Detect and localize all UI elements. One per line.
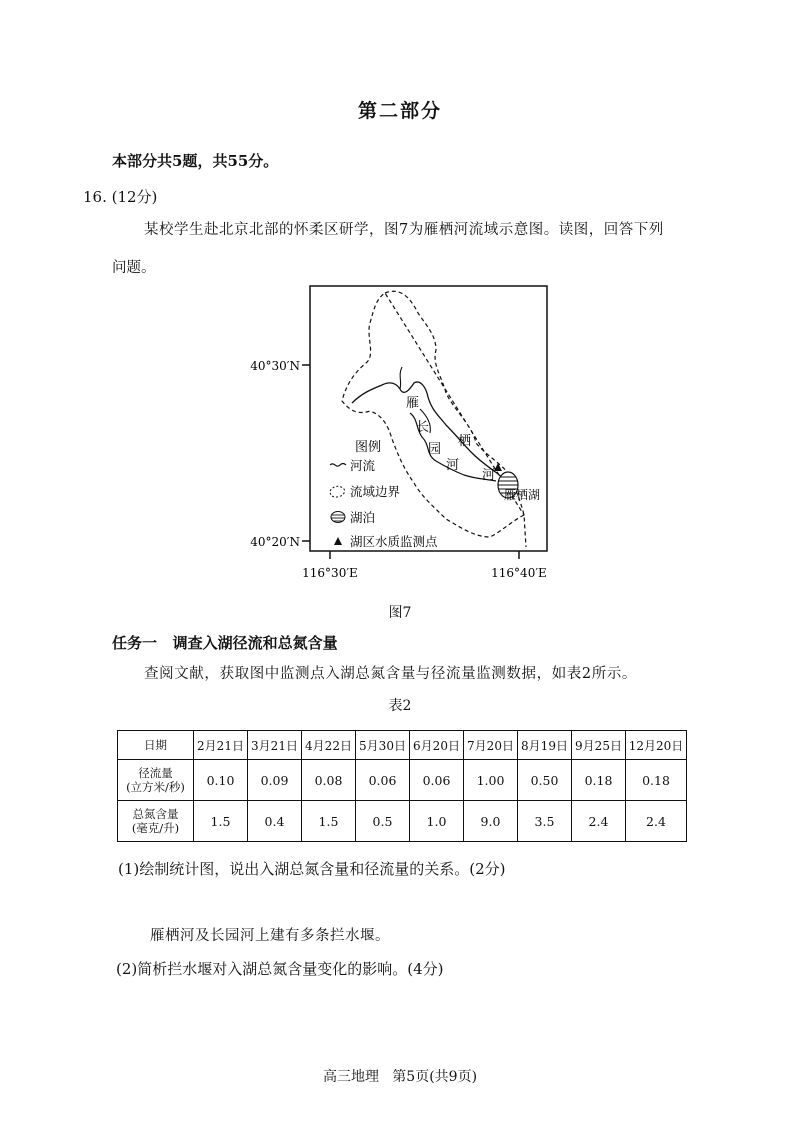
watershed-boundary <box>342 291 526 547</box>
table-row-runoff <box>118 760 687 801</box>
part-intro: 本部分共5题，共55分。 <box>112 152 279 170</box>
lat-label-top: 40°30′N <box>250 359 300 373</box>
date-cell: 8月19日 <box>518 731 572 760</box>
lake-label: 雁栖湖 <box>504 488 541 502</box>
question-text-line1: 某校学生赴北京北部的怀柔区研学，图7为雁栖河流域示意图。读图，回答下列 <box>144 222 664 238</box>
runoff-label-cell <box>118 760 194 801</box>
question-part-2: (2)简析拦水堰对入湖总氮含量变化的影响。(4分) <box>116 960 444 978</box>
question-number: 16. (12分) <box>83 188 158 206</box>
map-frame <box>310 286 547 551</box>
map-svg <box>250 285 570 585</box>
date-cell: 4月22日 <box>302 731 356 760</box>
legend-boundary-icon <box>330 486 345 497</box>
river-label-char2: 栖 <box>458 434 472 449</box>
date-cell: 7月20日 <box>464 731 518 760</box>
nitrogen-label-line1: 总氮含量 <box>132 807 179 821</box>
river-headwater <box>400 367 402 389</box>
lat-label-bottom: 40°20′N <box>250 535 300 549</box>
nitrogen-label-cell <box>118 801 194 842</box>
nitrogen-value: 0.5 <box>356 801 410 842</box>
runoff-value: 0.06 <box>410 760 464 801</box>
nitrogen-value: 2.4 <box>572 801 626 842</box>
runoff-value: 0.06 <box>356 760 410 801</box>
task-heading: 任务一 调查入湖径流和总氮含量 <box>112 634 338 652</box>
date-cell: 3月21日 <box>248 731 302 760</box>
tributary-label-char2: 园 <box>428 442 442 457</box>
nitrogen-value: 2.4 <box>626 801 687 842</box>
runoff-label-line1: 径流量 <box>138 766 173 780</box>
nitrogen-value: 1.5 <box>194 801 248 842</box>
nitrogen-value: 1.0 <box>410 801 464 842</box>
runoff-label-line2: (立方米/秒) <box>126 780 185 794</box>
runoff-value: 0.18 <box>572 760 626 801</box>
date-cell: 9月25日 <box>572 731 626 760</box>
lon-label-right: 116°40′E <box>491 566 547 580</box>
table-row-nitrogen <box>118 801 687 842</box>
date-cell: 12月20日 <box>626 731 687 760</box>
legend-monitoring-icon <box>334 537 342 545</box>
legend-item-lake: 湖泊 <box>350 510 376 525</box>
page-footer: 高三地理 第5页(共9页) <box>322 1069 478 1085</box>
date-cell: 5月30日 <box>356 731 410 760</box>
watershed-map <box>250 285 570 585</box>
river-label-char1: 雁 <box>406 396 420 411</box>
question-text-line2: 问题。 <box>112 260 156 276</box>
nitrogen-value: 3.5 <box>518 801 572 842</box>
nitrogen-value: 9.0 <box>464 801 518 842</box>
legend-river-icon <box>330 464 346 467</box>
legend-lake-icon <box>331 512 345 523</box>
task-text: 查阅文献，获取图中监测点入湖总氮含量与径流量监测数据，如表2所示。 <box>144 666 638 682</box>
question-part-1: (1)绘制统计图，说出入湖总氮含量和径流量的关系。(2分) <box>118 860 506 878</box>
lon-label-left: 116°30′E <box>302 566 358 580</box>
nitrogen-label-line2: (毫克/升) <box>131 821 180 835</box>
runoff-value: 0.08 <box>302 760 356 801</box>
legend-item-monitoring: 湖区水质监测点 <box>350 534 438 549</box>
runoff-value: 0.18 <box>626 760 687 801</box>
runoff-value: 0.10 <box>194 760 248 801</box>
legend-item-boundary: 流域边界 <box>350 484 401 499</box>
figure-caption: 图7 <box>388 605 412 621</box>
data-table <box>117 730 687 842</box>
monitoring-point-marker <box>494 463 502 471</box>
river-label-char3: 河 <box>482 468 496 483</box>
table-caption: 表2 <box>388 698 412 714</box>
legend-title: 图例 <box>355 440 382 455</box>
nitrogen-value: 0.4 <box>248 801 302 842</box>
nitrogen-value: 1.5 <box>302 801 356 842</box>
section-title: 第二部分 <box>357 100 442 122</box>
runoff-value: 1.00 <box>464 760 518 801</box>
date-cell: 2月21日 <box>194 731 248 760</box>
tributary-label-char3: 河 <box>446 458 460 473</box>
dam-note: 雁栖河及长园河上建有多条拦水堰。 <box>150 928 390 944</box>
date-label-cell: 日期 <box>118 731 194 760</box>
date-cell: 6月20日 <box>410 731 464 760</box>
runoff-value: 0.09 <box>248 760 302 801</box>
tributary-label-char1: 长 <box>416 420 430 435</box>
legend-item-river: 河流 <box>350 458 376 473</box>
runoff-value: 0.50 <box>518 760 572 801</box>
table-header-row <box>118 731 687 760</box>
